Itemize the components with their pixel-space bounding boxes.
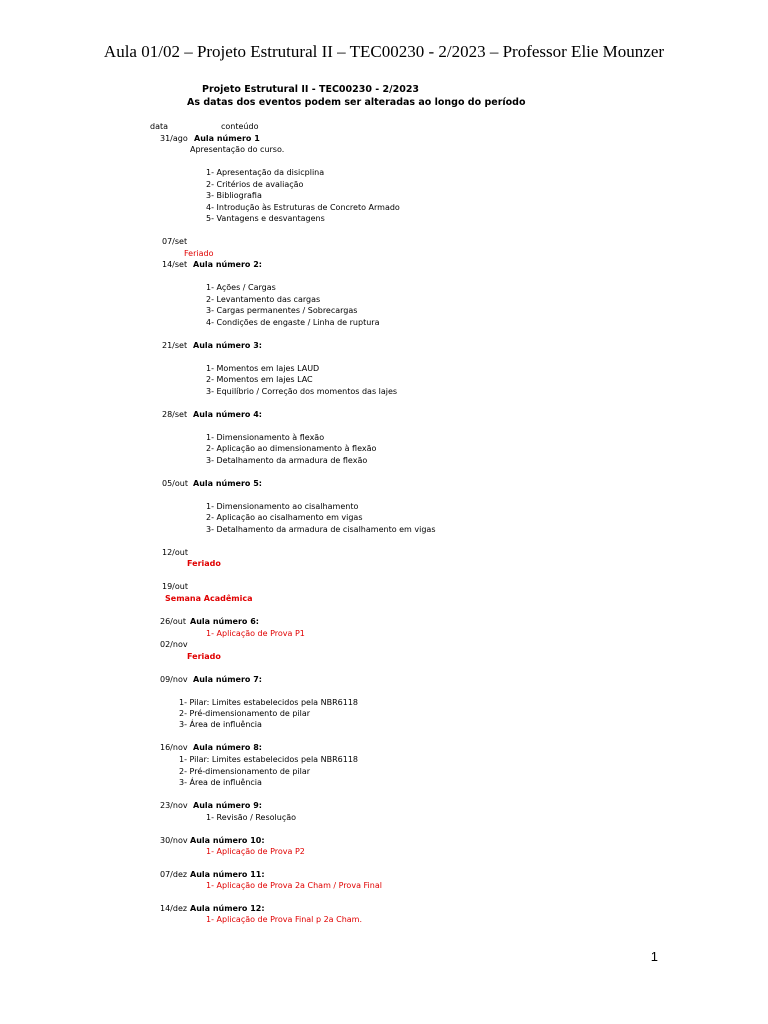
entry-label: Aula número 7: [193, 675, 262, 684]
entry-item: 1- Dimensionamento ao cisalhamento [206, 502, 359, 511]
entry-date: 07/dez [160, 870, 188, 879]
entry-label: Aula número 11: [190, 870, 265, 879]
entry-date: 14/set [162, 260, 188, 269]
entry-item: 5- Vantagens e desvantagens [206, 214, 325, 223]
entry-intro: Apresentação do curso. [190, 145, 285, 154]
entry-label: Aula número 9: [193, 801, 262, 810]
entry-item: 1- Apresentação da disicplina [206, 168, 325, 177]
entry-item: 1- Ações / Cargas [206, 283, 276, 292]
entry-item: 2- Aplicação ao dimensionamento à flexão [206, 444, 377, 453]
entry-date: 16/nov [160, 743, 188, 752]
doc-subtitle: As datas dos eventos podem ser alteradas ao longo do período [187, 97, 526, 108]
entry-note: Semana Acadêmica [165, 594, 253, 603]
entry-date: 14/dez [160, 904, 188, 913]
entry-label: Aula número 1 [194, 134, 260, 143]
entry-item: 1- Pilar: Limites estabelecidos pela NBR6118 [179, 698, 359, 707]
column-header-content: conteúdo [221, 122, 259, 131]
entry-item: 3- Detalhamento da armadura de flexão [206, 456, 368, 465]
entry-date: 02/nov [160, 640, 188, 649]
entry-item: 1- Pilar: Limites estabelecidos pela NBR6118 [179, 755, 359, 764]
entry-item: 2- Momentos em lajes LAC [206, 375, 313, 384]
entry-item: 1- Aplicação de Prova Final p 2a Cham. [206, 915, 362, 924]
entry-date: 26/out [160, 617, 186, 626]
entry-item: 1- Aplicação de Prova P1 [206, 629, 305, 638]
entry-item: 1- Aplicação de Prova P2 [206, 847, 305, 856]
column-header-date: data [150, 122, 169, 131]
entry-date: 07/set [162, 237, 188, 246]
entry-date: 12/out [162, 548, 188, 557]
entry-note: Feriado [187, 559, 221, 568]
entry-item: 3- Área de influência [179, 778, 262, 787]
entry-item: 3- Área de influência [179, 720, 262, 729]
page-header: Aula 01/02 – Projeto Estrutural II – TEC00230 - 2/2023 – Professor Elie Mounzer [103, 42, 665, 61]
page-number: 1 [650, 949, 658, 964]
entry-label: Aula número 3: [193, 341, 262, 350]
entry-date: 30/nov [160, 836, 188, 845]
entry-note: Feriado [187, 652, 221, 661]
entry-label: Aula número 8: [193, 743, 262, 752]
entry-label: Aula número 6: [190, 617, 259, 626]
entry-label: Aula número 4: [193, 410, 262, 419]
entry-date: 28/set [162, 410, 188, 419]
doc-title: Projeto Estrutural II - TEC00230 - 2/2023 [202, 84, 420, 95]
entry-date: 19/out [162, 582, 188, 591]
entry-item: 3- Equilíbrio / Correção dos momentos das lajes [206, 387, 398, 396]
entry-item: 1- Revisão / Resolução [206, 813, 297, 822]
entry-item: 1- Momentos em lajes LAUD [206, 364, 320, 373]
entry-note: Feriado [184, 249, 214, 258]
entry-label: Aula número 12: [190, 904, 265, 913]
entry-item: 2- Aplicação ao cisalhamento em vigas [206, 513, 363, 522]
entry-item: 3- Detalhamento da armadura de cisalhamento em vigas [206, 525, 436, 534]
entry-item: 1- Dimensionamento à flexão [206, 433, 325, 442]
entry-item: 4- Condições de engaste / Linha de ruptura [206, 318, 380, 327]
entry-date: 05/out [162, 479, 188, 488]
entry-item: 2- Pré-dimensionamento de pilar [179, 709, 311, 718]
entry-item: 3- Cargas permanentes / Sobrecargas [206, 306, 358, 315]
entry-item: 1- Aplicação de Prova 2a Cham / Prova Final [206, 881, 382, 890]
entry-date: 23/nov [160, 801, 188, 810]
entry-item: 2- Critérios de avaliação [206, 180, 304, 189]
entry-label: Aula número 5: [193, 479, 262, 488]
entry-label: Aula número 10: [190, 836, 265, 845]
entry-date: 09/nov [160, 675, 188, 684]
entry-item: 3- Bibliografia [206, 191, 262, 200]
entry-date: 31/ago [160, 134, 188, 143]
entry-date: 21/set [162, 341, 188, 350]
entry-label: Aula número 2: [193, 260, 262, 269]
entry-item: 2- Pré-dimensionamento de pilar [179, 767, 311, 776]
entry-item: 2- Levantamento das cargas [206, 295, 321, 304]
entry-item: 4- Introdução às Estruturas de Concreto Armado [206, 203, 400, 212]
